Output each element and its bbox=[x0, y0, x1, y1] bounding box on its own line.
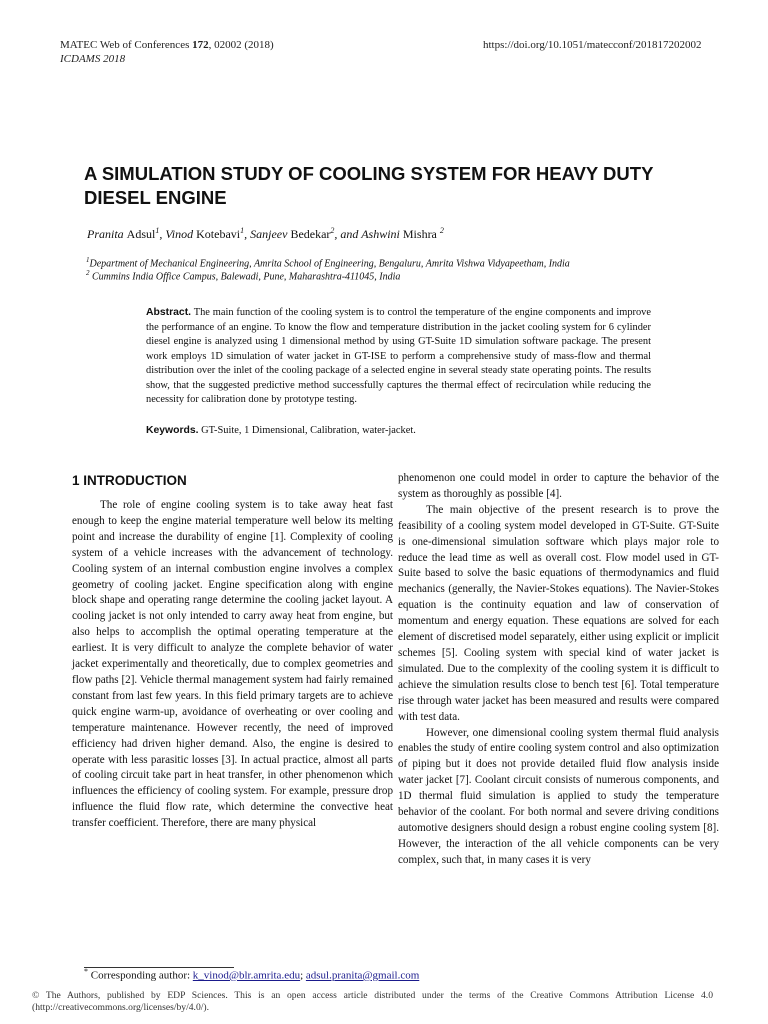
license-notice: © The Authors, published by EDP Sciences. This is an open access article distributed under the terms of the Creative Commons Attribution License 4.0 (http://creativecommons.org/licenses/by/4.0/). bbox=[32, 990, 713, 1013]
journal-citation bbox=[60, 39, 274, 52]
email-link-2[interactable]: adsul.pranita@gmail.com bbox=[305, 969, 420, 982]
author-3-first: Sanjeev bbox=[250, 227, 288, 241]
author-3-aff: 2 bbox=[330, 226, 335, 235]
keywords bbox=[146, 424, 651, 439]
doi-link[interactable]: https://doi.org/10.1051/matecconf/201817202002 bbox=[483, 39, 702, 51]
abstract-text: The main function of the cooling system is to control the temperature of the engine components and improve the performance of an engine. To know the flow and temperature distribution in the jacket cooling system for 6 cylinder diesel engine is analyzed using 1 dimensional method by using GT-Suite 1D simulation software package. The present work employs 1D simulation of water jacket in GT-ISE to perform a comprehensive study of mass-flow and thermal distribution over the inlet of the cooling package of a selected engine in several steady state operating points. The results show, that the suggested predictive method successfully captures the thermal effect of recirculation while reducing the necessity for calibration done by prototype testing. bbox=[146, 307, 651, 405]
affiliation-2-num: 2 bbox=[86, 269, 90, 277]
affiliation-2 bbox=[86, 267, 400, 283]
affiliation-2-text: Cummins India Office Campus, Balewadi, Pune, Maharashtra-411045, India bbox=[92, 271, 401, 283]
keywords-label: Keywords. bbox=[146, 425, 199, 436]
right-column bbox=[398, 471, 719, 869]
author-2-first: Vinod bbox=[165, 227, 194, 241]
author-3-last: Bedekar bbox=[290, 227, 331, 241]
author-4-first: Ashwini bbox=[361, 227, 400, 241]
paper-title-line-2: DIESEL ENGINE bbox=[84, 187, 227, 208]
author-2-last: Kotebavi bbox=[196, 227, 241, 241]
author-4-aff: 2 bbox=[439, 226, 444, 235]
author-sep: , bbox=[244, 227, 251, 241]
abstract-label: Abstract. bbox=[146, 307, 192, 318]
author-sep: , bbox=[334, 227, 341, 241]
author-1-first: Pranita bbox=[87, 227, 124, 241]
section-heading: 1 INTRODUCTION bbox=[72, 473, 187, 488]
abstract bbox=[146, 306, 651, 408]
paragraph: The role of engine cooling system is to take away heat fast enough to keep the engine material temperature well below its melting point and increase the durability of engine [1]. Complexity of cooling system of a vehicle increases with the advancement of technology. Cooling system of an internal combustion engine involves a complex geometry of cooling jacket. Engine specification along with engine block shape and operating range determine the cooling jacket layout. A cooling jacket is not only intended to carry away heat from engine, but also helps to accomplish the optimal operating temperature at the earliest. It is very difficult to analyze the complete behavior of water jacket experimentally and theoretically, due to complex geometries and flow paths [2]. Vehicle thermal management system had fairly remained constant from last few years. In this field primary targets are to achieve quick engine warm-up, avoidance of overheating or over cooling and temperature maintenance. However recently, the need of improved efficiency had driven higher demand. Also, the engine is desired to operate with less parasitic losses [3]. In actual practice, almost all parts of cooling circuit take part in heat transfer, in other phenomenon which influences the efficiency of cooling system. For example, pressure drop influence the fluid flow rate, which determine the convective heat transfer coefficient. Therefore, there are many physical bbox=[72, 499, 393, 830]
author-1-aff: 1 bbox=[155, 226, 160, 235]
author-and: and bbox=[340, 227, 362, 241]
footnote-sep: ; bbox=[300, 969, 306, 982]
author-sep: , bbox=[159, 227, 166, 241]
keywords-text: GT-Suite, 1 Dimensional, Calibration, water-jacket. bbox=[201, 425, 416, 436]
paragraph: phenomenon one could model in order to capture the behavior of the system as thoroughly as possible [4]. bbox=[398, 472, 719, 500]
journal-article-number: , 02002 (2018) bbox=[208, 39, 274, 51]
conference-name: ICDAMS 2018 bbox=[60, 53, 126, 65]
author-2-aff: 1 bbox=[240, 226, 245, 235]
paper-title-line-1: A SIMULATION STUDY OF COOLING SYSTEM FOR HEAVY DUTY bbox=[84, 163, 654, 184]
journal-name: MATEC Web of Conferences bbox=[60, 39, 193, 51]
paper-title bbox=[84, 162, 744, 210]
footnote bbox=[84, 967, 419, 982]
author-list bbox=[87, 226, 444, 242]
email-link-1[interactable]: k_vinod@blr.amrita.edu bbox=[192, 969, 301, 982]
paragraph: The main objective of the present research is to prove the feasibility of a cooling system model developed in GT-Suite. GT-Suite is one-dimensional simulation software which plays major role to reduce the lead time as well as overall cost. Flow model used in GT-Suite based to solve the basic equations of thermodynamics and fluid mechanics (generally, the Navier-Stokes equations). The Navier-Stokes equation is the continuity equation and law of conservation of momentum and energy equation. These equations are solved for each element of discretised model separately, either using explicit or implicit schemes [5]. Cooling system with special kind of water jacket is simulated. Due to the complexity of the cooling system it is difficult to achieve the simulation results close to bench test [6]. Total temperature rise through water jacket has been measured and results were compared with test data. bbox=[398, 503, 719, 723]
author-4-last: Mishra bbox=[402, 227, 437, 241]
affiliation-1-text: Department of Mechanical Engineering, Amrita School of Engineering, Bengaluru, Amrita Vishwa Vidyapeetham, India bbox=[89, 258, 570, 270]
footnote-mark: * bbox=[84, 967, 88, 976]
affiliation-1-num: 1 bbox=[86, 256, 90, 264]
journal-volume: 172 bbox=[192, 39, 209, 51]
left-column bbox=[72, 498, 393, 832]
author-1-last: Adsul bbox=[126, 227, 156, 241]
footnote-label: Corresponding author: bbox=[90, 969, 193, 982]
paragraph: However, one dimensional cooling system thermal fluid analysis enables the study of entire cooling system control and also optimization of piping but it does not provide detailed fluid flow analysis inside water jacket [7]. Coolant circuit consists of numerous components, and 1D thermal fluid simulation is applied to study the temperature behavior of the coolant. For both normal and severe driving conditions automotive designers should design a robust engine cooling system [8]. However, the interaction of the all vehicle components can be very complex, such that, in many cases it is very bbox=[398, 726, 719, 866]
